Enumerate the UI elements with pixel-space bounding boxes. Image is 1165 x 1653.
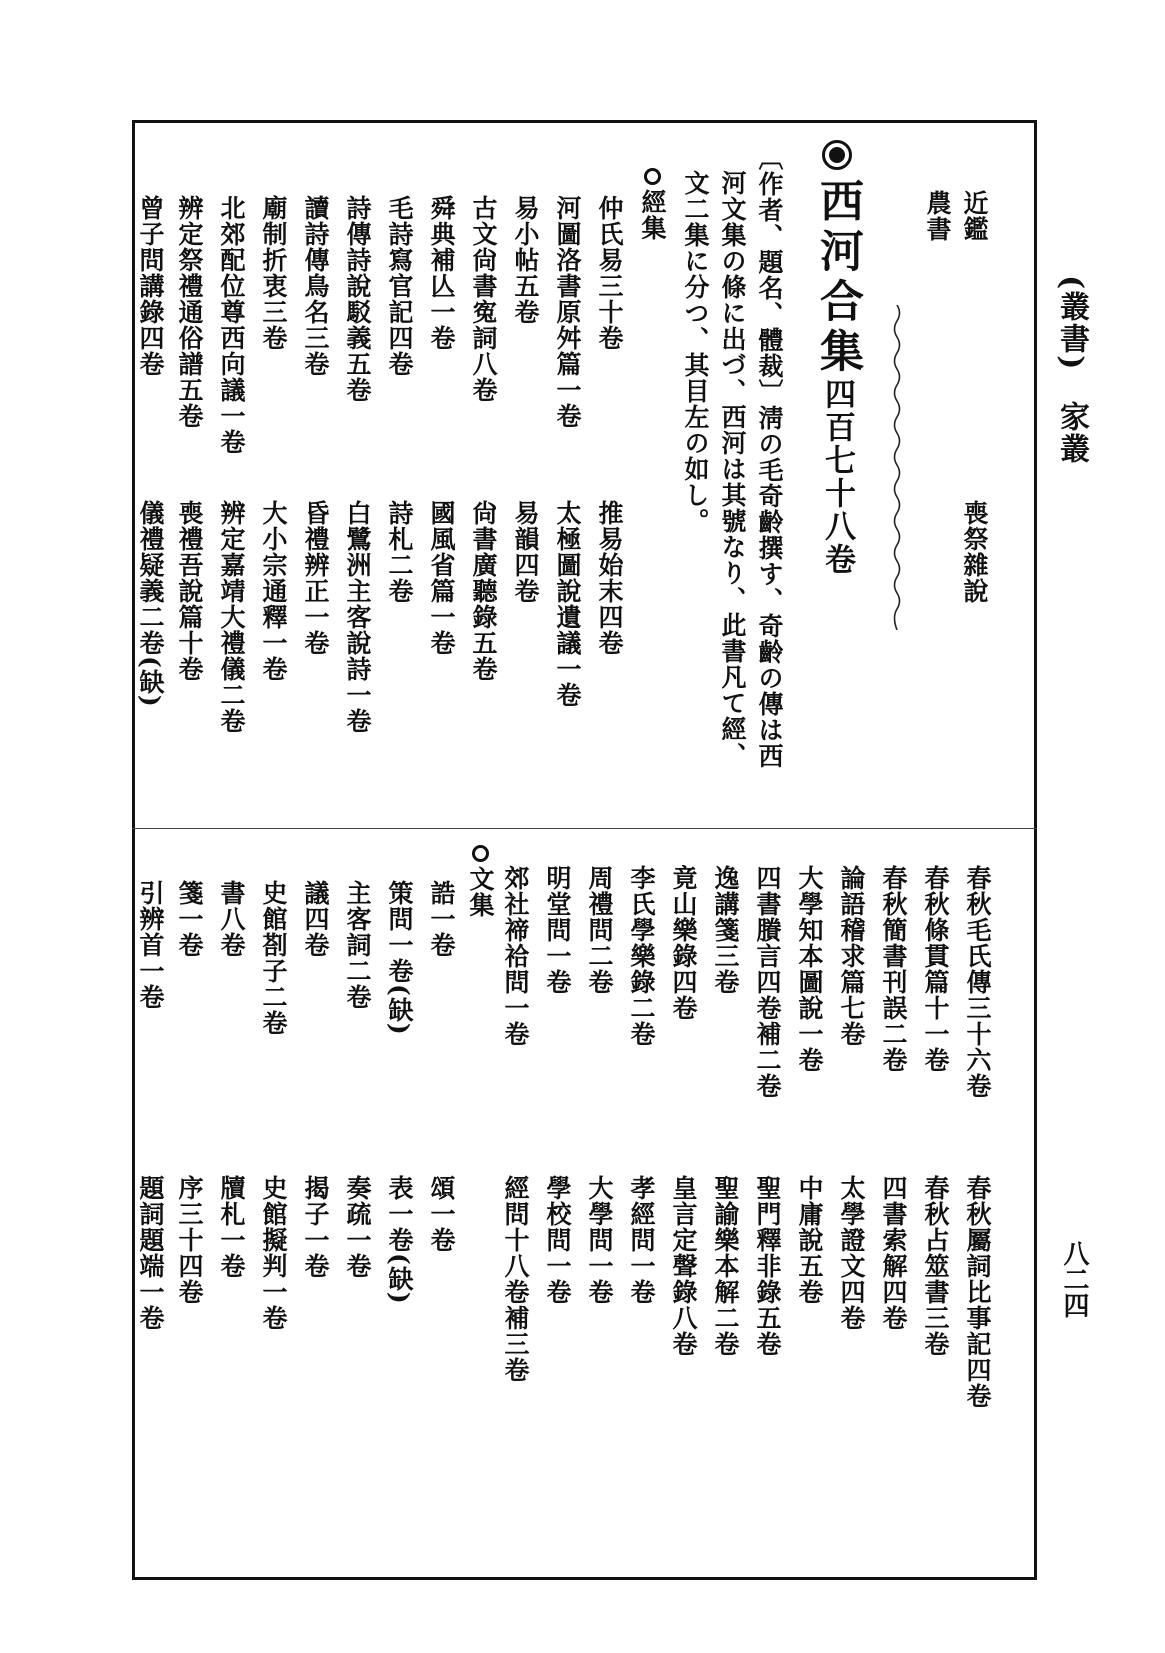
list-item: 太極圖說遺議一卷: [553, 500, 582, 708]
page-number: 八二四: [1059, 1240, 1089, 1318]
list-item: 春秋占筮書三卷: [921, 1175, 950, 1357]
header-series: (叢書): [1054, 275, 1089, 372]
list-item: 聖諭樂本解二卷: [711, 1175, 740, 1357]
list-item: 引辨首一卷: [136, 880, 165, 1010]
list-item: 易韻四卷: [511, 500, 540, 604]
list-item: 主客詞二卷: [343, 880, 372, 1010]
list-item: 北郊配位尊西向議一卷: [217, 195, 246, 455]
list-item: 推易始末四卷: [595, 500, 624, 656]
list-item: 喪禮吾說篇十卷: [175, 500, 204, 682]
open-circle-bullet-icon: [472, 845, 489, 862]
list-item: 學校問一卷: [543, 1175, 572, 1305]
description-label: 〔作者、題名、體裁〕: [755, 145, 784, 405]
list-item: 史館剳子二卷: [259, 880, 288, 1036]
list-item: 牘札一卷: [217, 1175, 246, 1279]
entry-title: 西河合集: [812, 178, 863, 378]
list-item: 表一卷(缺): [385, 1175, 414, 1305]
list-item: 序三十四卷: [175, 1175, 204, 1305]
list-item: 揭子一卷: [301, 1175, 330, 1279]
continued-entry-1: 近鑑: [960, 190, 989, 242]
list-item: 竟山樂錄四卷: [669, 865, 698, 1021]
list-item: 大小宗通釋一卷: [259, 500, 288, 682]
list-item: 誥一卷: [427, 880, 456, 958]
list-item: 史館擬判一卷: [259, 1175, 288, 1331]
list-item: 昏禮辨正一卷: [301, 500, 330, 656]
list-item: 尙書廣聽錄五卷: [469, 500, 498, 682]
list-item: 周禮問二卷: [585, 865, 614, 995]
list-item: 孝經問一卷: [627, 1175, 656, 1305]
list-item: 春秋簡書刊誤二卷: [879, 865, 908, 1073]
list-item: 白鷺洲主客說詩一卷: [343, 500, 372, 734]
list-item: 河圖洛書原舛篇一卷: [553, 195, 582, 429]
entry-description-line-1: [757, 145, 782, 769]
entry-title-column: [812, 140, 863, 576]
list-item: 仲氏易三十卷: [595, 195, 624, 351]
list-item: 中庸說五卷: [795, 1175, 824, 1305]
list-item: 讀詩傳鳥名三卷: [301, 195, 330, 377]
entry-description-line-2: 河文集の條に出づ、西河は其號なり、此書凡て經、: [718, 170, 747, 768]
list-item: 逸講箋三卷: [711, 865, 740, 995]
description-text-1: 淸の毛奇齡撰す、奇齡の傳は西: [755, 405, 784, 769]
list-item: 舜典補亾一卷: [427, 195, 456, 351]
entry-description-line-3: 文二集に分つ、其目左の如し。: [681, 170, 710, 534]
list-item: 議四卷: [301, 880, 330, 958]
list-item: 書八卷: [217, 880, 246, 958]
list-item: 辨定嘉靖大禮儀二卷: [217, 500, 246, 734]
list-item: 詩傳詩說駁義五卷: [343, 195, 372, 403]
list-item: 易小帖五卷: [511, 195, 540, 325]
list-item: 明堂問一卷: [543, 865, 572, 995]
list-item: 古文尙書寃詞八卷: [469, 195, 498, 403]
list-item: 經問十八卷補三卷: [501, 1175, 530, 1383]
list-item: 大學問一卷: [585, 1175, 614, 1305]
list-item: 奏疏一卷: [343, 1175, 372, 1279]
continued-entry-2: 農書: [923, 190, 952, 242]
open-circle-bullet-icon: [644, 168, 661, 185]
list-item: 曾子問講錄四卷: [136, 195, 165, 377]
list-item: 題詞題端一卷: [136, 1175, 165, 1331]
filled-circle-bullet-icon: [822, 140, 852, 170]
list-item: 詩札二卷: [385, 500, 414, 604]
list-item: 皇言定聲錄八卷: [669, 1175, 698, 1357]
list-item: 策問一卷(缺): [385, 880, 414, 1036]
jing-heading: 經集: [640, 168, 665, 241]
wavy-separator: [890, 305, 904, 630]
section-divider: [132, 828, 1037, 829]
list-item: 頌一卷: [427, 1175, 456, 1253]
list-item: 辨定祭禮通俗譜五卷: [175, 195, 204, 429]
list-item: 儀禮疑義二卷(缺): [136, 500, 165, 708]
list-item: 國風省篇一卷: [427, 500, 456, 656]
wen-heading: 文集: [468, 845, 493, 918]
list-item: 四書賸言四卷補二卷: [753, 865, 782, 1099]
list-item: 毛詩寫官記四卷: [385, 195, 414, 377]
list-item: 太學證文四卷: [837, 1175, 866, 1331]
list-item: 聖門釋非錄五卷: [753, 1175, 782, 1357]
list-item: 箋一卷: [175, 880, 204, 958]
entry-volumes: 四百七十八卷: [819, 378, 855, 576]
list-item: 春秋屬詞比事記四卷: [963, 1175, 992, 1409]
continued-entry-3: 喪祭雜說: [960, 500, 989, 604]
list-item: 李氏學樂錄二卷: [627, 865, 656, 1047]
header-title: 家叢: [1054, 401, 1089, 466]
list-item: 春秋毛氏傳三十六卷: [963, 865, 992, 1099]
list-item: 四書索解四卷: [879, 1175, 908, 1331]
list-item: 論語稽求篇七卷: [837, 865, 866, 1047]
list-item: 郊社禘祫問一卷: [501, 865, 530, 1047]
list-item: 大學知本圖說一卷: [795, 865, 824, 1073]
list-item: 廟制折衷三卷: [259, 195, 288, 351]
list-item: 春秋條貫篇十一卷: [921, 865, 950, 1073]
